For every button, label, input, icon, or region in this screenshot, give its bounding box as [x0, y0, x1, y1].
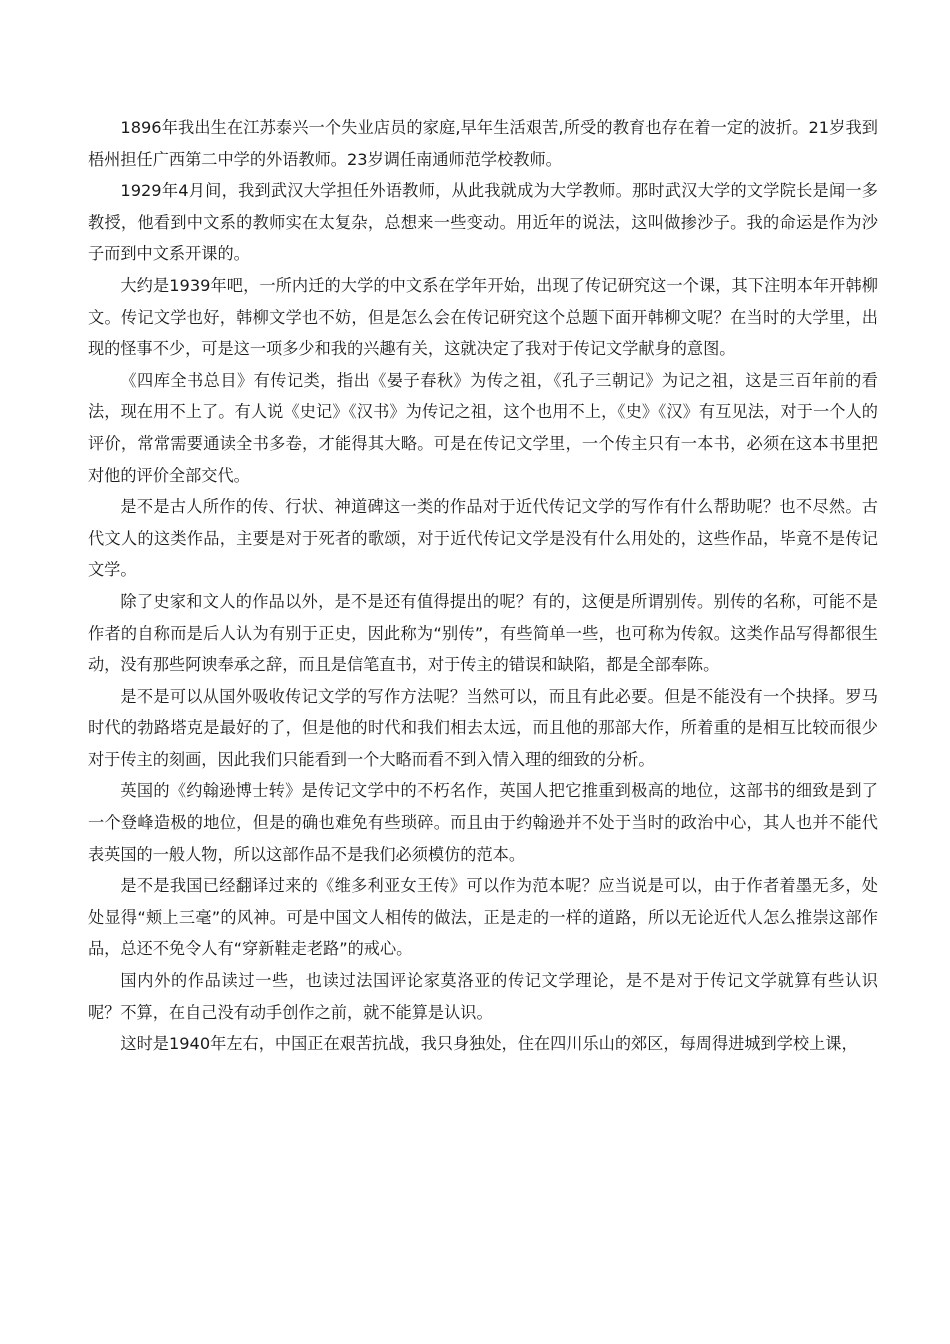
paragraph-1: 1896年我出生在江苏泰兴一个失业店员的家庭,早年生活艰苦,所受的教育也存在着一定的波折。21岁我到梧州担任广西第二中学的外语教师。23岁调任南通师范学校教师。	[88, 118, 878, 169]
paragraph-11: 这时是1940年左右，中国正在艰苦抗战，我只身独处，住在四川乐山的郊区，每周得进城到学校上课，	[120, 1034, 858, 1054]
paragraph-8: 英国的《约翰逊博士转》是传记文学中的不朽名作，英国人把它推重到极高的地位，这部书的细致是到了一个登峰造极的地位，但是的确也难免有些琐碎。而且由于约翰逊并不处于当时的政治中心，其人也并不能代表英国的一般人物，所以这部作品不是我们必须模仿的范本。	[88, 781, 878, 864]
paragraph-4: 《四库全书总目》有传记类，指出《晏子春秋》为传之祖，《孔子三朝记》为记之祖，这是三百年前的看法，现在用不上了。有人说《史记》《汉书》为传记之祖，这个也用不上，《史》《汉》有互见法，对于一个人的评价，常常需要通读全书多卷，才能得其大略。可是在传记文学里，一个传主只有一本书，必须在这本书里把对他的评价全部交代。	[88, 370, 878, 485]
paragraph-10: 国内外的作品读过一些，也读过法国评论家莫洛亚的传记文学理论，是不是对于传记文学就算有些认识呢？不算，在自己没有动手创作之前，就不能算是认识。	[88, 971, 878, 1022]
paragraph-2: 1929年4月间，我到武汉大学担任外语教师，从此我就成为大学教师。那时武汉大学的文学院长是闻一多教授，他看到中文系的教师实在太复杂，总想来一些变动。用近年的说法，这叫做掺沙子。我的命运是作为沙子而到中文系开课的。	[88, 181, 878, 264]
paragraph-3: 大约是1939年吧，一所内迁的大学的中文系在学年开始，出现了传记研究这一个课，其下注明本年开韩柳文。传记文学也好，韩柳文学也不妨，但是怎么会在传记研究这个总题下面开韩柳文呢？在当时的大学里，出现的怪事不少，可是这一项多少和我的兴趣有关，这就决定了我对于传记文学献身的意图。	[88, 275, 878, 359]
paragraph-5: 是不是古人所作的传、行状、神道碑这一类的作品对于近代传记文学的写作有什么帮助呢？也不尽然。古代文人的这类作品，主要是对于死者的歌颂，对于近代传记文学是没有什么用处的，这些作品，毕竟不是传记文学。	[88, 497, 878, 580]
document-page	[88, 112, 878, 1060]
paragraph-7: 是不是可以从国外吸收传记文学的写作方法呢？当然可以，而且有此必要。但是不能没有一个抉择。罗马时代的勃路塔克是最好的了，但是他的时代和我们相去太远，而且他的那部大作，所着重的是相互比较而很少对于传主的刻画，因此我们只能看到一个大略而看不到入情入理的细致的分析。	[88, 686, 878, 769]
paragraph-6: 除了史家和文人的作品以外，是不是还有值得提出的呢？有的，这便是所谓别传。别传的名称，可能不是作者的自称而是后人认为有别于正史，因此称为“别传”，有些简单一些，也可称为传叙。这类作品写得都很生动，没有那些阿谀奉承之辞，而且是信笔直书，对于传主的错误和缺陷，都是全部奉陈。	[88, 591, 878, 675]
paragraph-9: 是不是我国已经翻译过来的《维多利亚女王传》可以作为范本呢？应当说是可以，由于作者着墨无多，处处显得“颊上三毫”的风神。可是中国文人相传的做法，正是走的一样的道路，所以无论近代人怎么推崇这部作品，总还不免令人有“穿新鞋走老路”的戒心。	[88, 876, 878, 959]
